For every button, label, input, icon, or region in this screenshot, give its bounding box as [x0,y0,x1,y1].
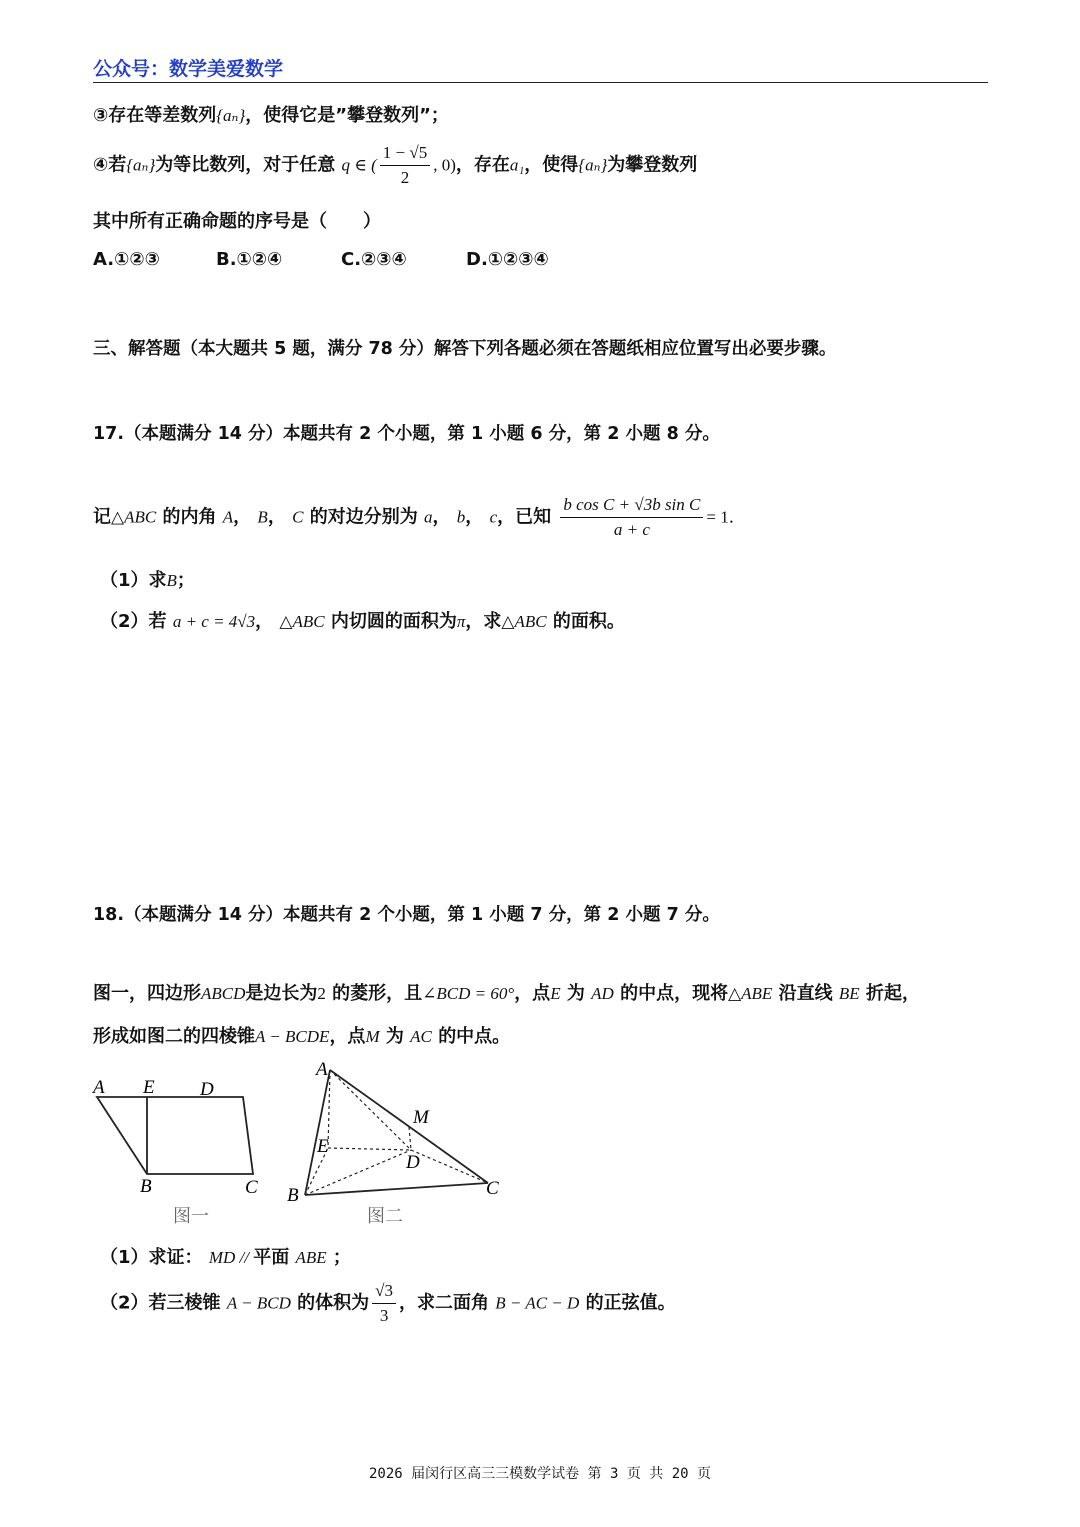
fig2-label-c: C [486,1178,499,1199]
edge-ad [330,1070,411,1150]
q17-stem-1: 的内角 [162,506,217,528]
q18-p2-mid: 的体积为 [297,1292,370,1314]
q18-l1-g: 沿直线 [778,983,833,1004]
q18-frac-num: √3 [372,1281,396,1304]
q18-l2-pyramid: A − BCDE [255,1027,330,1046]
q18-l1-angle: ∠BCD = 60° [422,984,515,1003]
q18-l1-a: 图一，四边形 [93,983,201,1004]
q18-l1-f: 的中点，现将 [620,983,729,1004]
q18-l2-d: 的中点。 [438,1026,511,1047]
q17-side-c: c [489,507,498,527]
q16-item3-seq: {aₙ} [216,106,246,125]
q17-part-1 [100,566,195,592]
q17-triangle: △ABC [111,507,157,527]
choice-c: C.②③④ [341,249,407,270]
q17-stem [93,495,746,540]
header-divider [93,82,988,83]
q18-p2-end: 的正弦值。 [585,1292,676,1314]
section-3-heading: 三、解答题（本大题共 5 题，满分 78 分）解答下列各题必须在答题纸相应位置写出必要步骤。 [93,339,837,359]
q17-part1-var: B [166,571,177,590]
q17-part2-sep: ， [255,611,274,632]
q16-item4-prefix: ④若 [93,154,127,176]
q18-l2-m: M [365,1027,380,1046]
q18-l1-e: 为 [566,983,585,1004]
q17-part1-label: （1）求 [100,570,167,591]
q17-part2-pi: π [456,612,466,631]
q17-part2-tri2: △ABC [501,612,547,631]
q16-item4-mid3: ，使得 [524,154,579,176]
q17-eq-tail: = 1． [706,507,746,527]
fig2-label-d: D [406,1152,420,1173]
q17-stem-pre: 记 [93,506,111,528]
q17-angle-a: A [222,507,234,527]
q18-p1-abe: ABE [295,1248,327,1267]
figure-2-caption: 图二 [367,1206,403,1226]
q16-item4-q-in: q ∈ ( [341,155,377,175]
q18-p1-plane: 平面 [253,1247,290,1268]
q18-p2-label: （2）若三棱锥 [100,1292,221,1314]
q18-p2-angle: B − AC − D [495,1293,580,1313]
q17-title: 17.（本题满分 14 分）本题共有 2 个小题，第 1 小题 6 分，第 2 小题 8 分。 [93,424,720,444]
q18-p1-expr: MD // [208,1248,254,1267]
q18-l1-e-point: E [550,984,561,1003]
q18-p1-label: （1）求证： [100,1247,203,1268]
q17-sep: ， [233,506,252,528]
q17-side-b: b [456,507,466,527]
figure-2-pyramid [280,1055,505,1205]
fig1-label-a: A [93,1077,105,1098]
page-footer: 2026 届闵行区高三三模数学试卷 第 3 页 共 20 页 [368,1466,711,1482]
q16-item4-a1: a₁ [509,155,525,175]
q16-item4-seq: {aₙ} [126,155,156,175]
q17-part-2 [100,607,625,633]
q18-p2-mid2: ，求二面角 [399,1292,489,1314]
q16-question: 其中所有正确命题的序号是（ ） [93,211,381,232]
fig1-label-e: E [143,1077,155,1098]
q17-stem-3: ，已知 [497,506,552,528]
choice-a: A.①②③ [93,249,160,270]
figure-1-rhombus [85,1070,275,1205]
q18-l1-abcd: ABCD [201,984,246,1003]
fig2-label-m: M [413,1107,429,1128]
edge-ed [328,1148,411,1150]
q18-stem-line-1 [93,979,920,1005]
q18-l2-c: 为 [385,1026,404,1047]
q16-item-4 [93,143,697,188]
edge-ab [305,1070,330,1195]
q17-sep: ， [465,506,484,528]
q18-title: 18.（本题满分 14 分）本题共有 2 个小题，第 1 小题 7 分，第 2 小题 7 分。 [93,905,720,925]
q17-part2-cond: a + c = 4√3 [172,612,256,631]
q16-item4-seq2: {aₙ} [578,155,608,175]
choice-b: B.①②④ [216,249,283,270]
q18-l1-ad: AD [591,984,614,1003]
choice-d: D.①②③④ [466,249,549,270]
q16-item3-suffix: ，使得它是”攀登数列”； [245,105,449,126]
q16-item3-prefix: ③存在等差数列 [93,105,217,126]
q17-sep: ， [267,506,286,528]
q18-l2-b: ，点 [329,1026,366,1047]
figure-1-caption: 图一 [173,1206,209,1226]
q18-volume-fraction [372,1281,396,1326]
q16-item4-suffix: 为攀登数列 [607,154,698,176]
q18-l1-d: ，点 [514,983,551,1004]
q16-item-3 [93,101,449,127]
q17-part2-end: 的面积。 [552,611,625,632]
q18-p2-expr: A − BCD [226,1293,291,1313]
q18-l1-h: 折起， [865,983,920,1004]
q18-l2-a: 形成如图二的四棱锥 [93,1026,255,1047]
q16-item4-interval-end: , 0) [433,155,456,175]
q16-item4-fraction [380,143,430,188]
fig2-label-e: E [317,1136,329,1157]
edge-bc [305,1183,488,1195]
fig2-label-b: B [287,1185,299,1205]
q17-side-a: a [424,507,433,527]
q17-frac-num: b cos C + √3b sin C [560,495,703,518]
q18-part-1 [100,1243,351,1269]
fig1-label-c: C [245,1177,258,1198]
q17-stem-2: 的对边分别为 [309,506,418,528]
q18-stem-line-2 [93,1022,510,1048]
q17-part2-label: （2）若 [100,611,167,632]
q16-item4-mid1: 为等比数列，对于任意 [155,154,336,176]
q17-angle-c: C [292,507,304,527]
q17-part2-tri: △ABC [279,612,325,631]
q18-l1-tri: △ABE [728,984,773,1003]
q18-frac-den: 3 [379,1306,389,1325]
q18-l1-b: 是边长为 [245,983,318,1004]
fig2-label-a: A [316,1059,328,1080]
q18-l1-be: BE [838,984,860,1003]
fig1-label-b: B [140,1176,152,1197]
q17-angle-b: B [257,507,268,527]
q16-frac-den: 2 [400,168,410,187]
q17-condition-fraction [560,495,703,540]
q18-l2-ac: AC [410,1027,432,1046]
q16-item4-mid2: ，存在 [455,154,510,176]
fig1-label-d: D [200,1079,214,1100]
q18-l1-2: 2 [317,984,326,1003]
q17-part2-mid2: ，求 [465,611,502,632]
q17-part2-mid: 内切圆的面积为 [330,611,457,632]
q17-frac-den: a + c [613,520,650,539]
q16-frac-num: 1 − √5 [380,143,430,166]
header-text: 公众号：数学美爱数学 [93,58,284,80]
segment-md [409,1127,411,1150]
q17-part1-end: ； [176,570,195,591]
rhombus-outline [97,1097,253,1174]
q18-p1-end: ； [332,1247,351,1268]
q17-sep: ， [432,506,451,528]
q18-l1-c: 的菱形，且 [332,983,423,1004]
q18-part-2 [100,1281,676,1326]
